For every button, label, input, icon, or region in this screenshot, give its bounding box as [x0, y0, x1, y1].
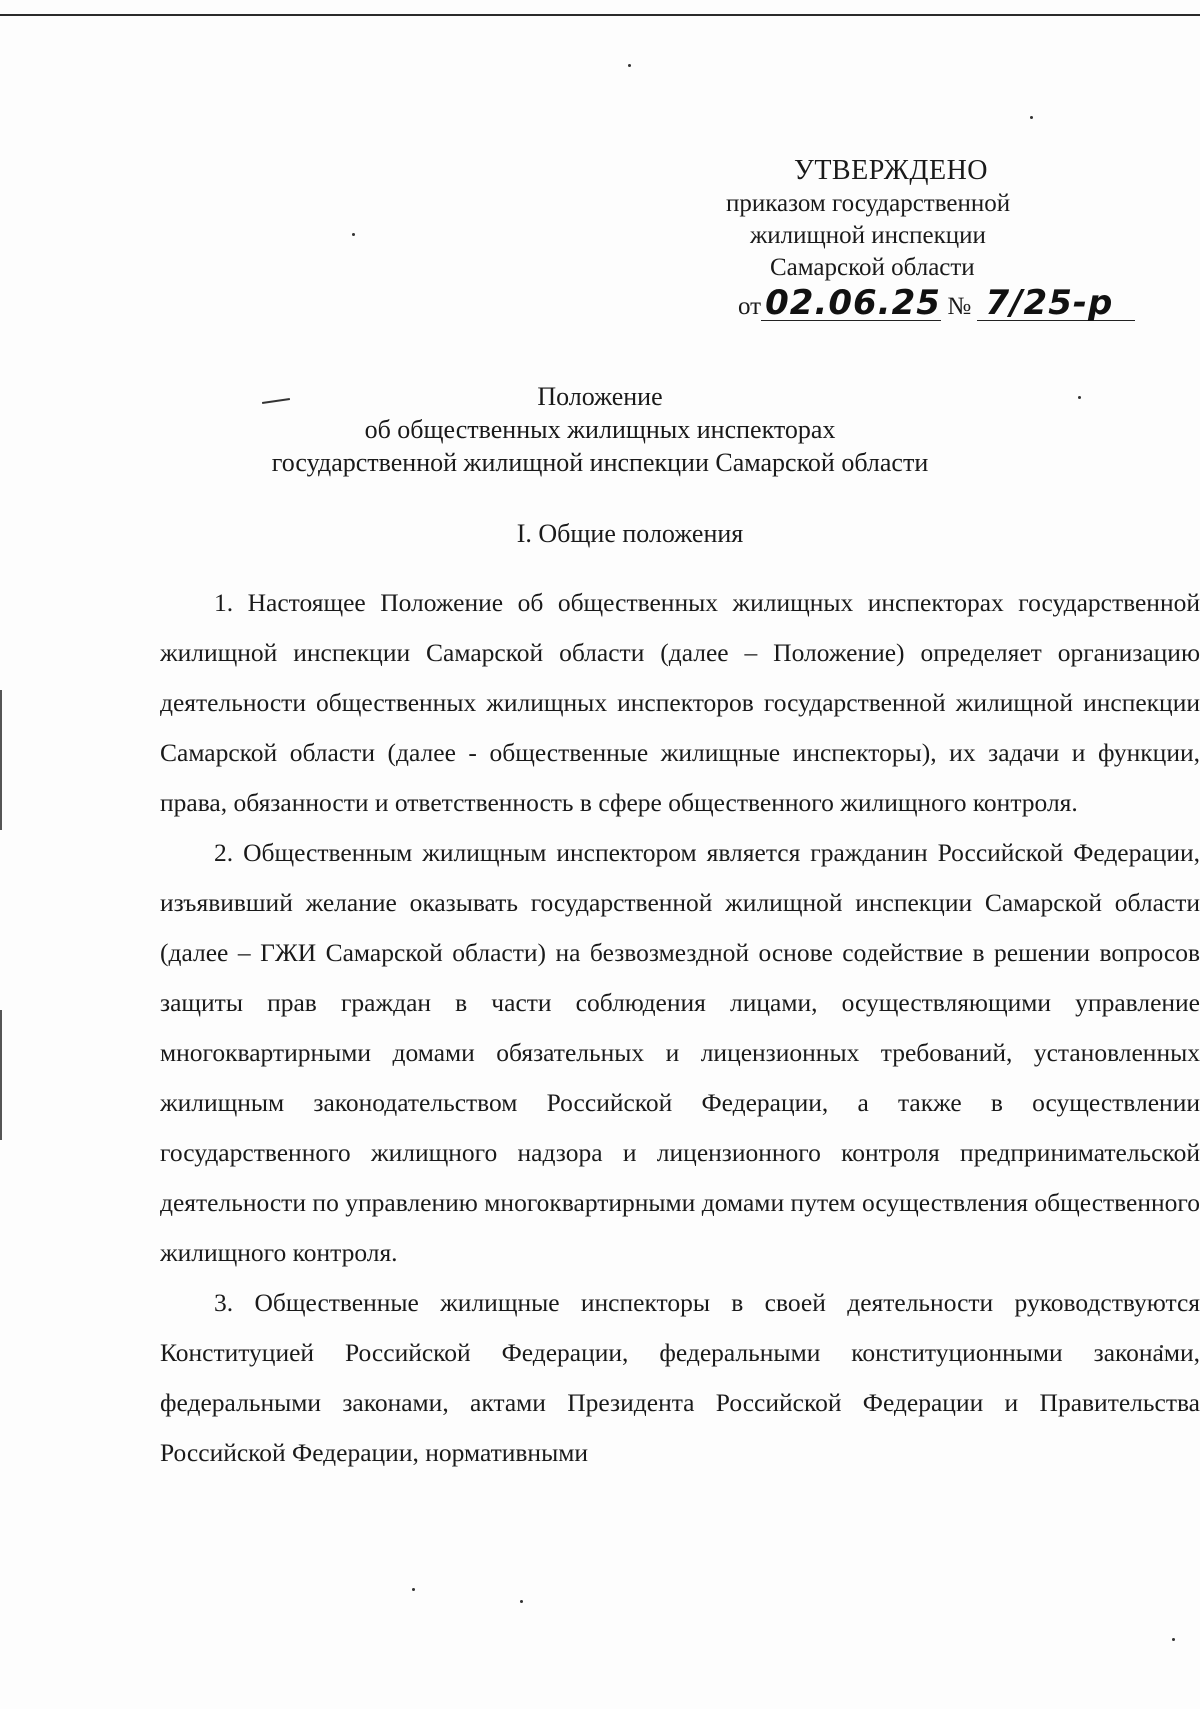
title-line: Положение	[537, 382, 663, 411]
paragraph: 3. Общественные жилищные инспекторы в своей деятельности руководствуются Конституцией Российской Федерации, федеральными конституционными законами, федеральными законами, актами Президента Российской Федерации и Правительства Российской Федерации, нормативными	[160, 1288, 1200, 1467]
scan-top-rule	[0, 14, 1200, 16]
approval-line: жилищной инспекции	[750, 222, 986, 249]
approval-order	[738, 283, 1135, 323]
paragraph: 1. Настоящее Положение об общественных жилищных инспекторах государственной жилищной инспекции Самарской области (далее – Положение) определяет организацию деятельности общественных жилищных инспекторов государственной жилищной инспекции Самарской области (далее - общественные жилищные инспекторы), их задачи и функции, права, обязанности и ответственность в сфере общественного жилищного контроля.	[160, 588, 1200, 817]
title-line: государственной жилищной инспекции Самарской области	[271, 448, 929, 477]
scan-speck	[1172, 1638, 1175, 1641]
scan-speck	[352, 233, 355, 236]
scan-speck	[1030, 116, 1033, 119]
scan-left-edge	[0, 690, 2, 830]
document-title	[0, 380, 1200, 479]
date-prefix: от	[738, 293, 762, 320]
handwritten-date: 02.06.25	[761, 286, 941, 321]
scan-speck	[520, 1600, 523, 1603]
scan-left-edge	[0, 1010, 2, 1140]
scan-speck	[628, 64, 631, 67]
handwritten-number: 7/25-р	[977, 286, 1135, 321]
scan-speck	[412, 1588, 415, 1591]
title-line: об общественных жилищных инспекторах	[364, 415, 836, 444]
approval-line: приказом государственной	[726, 190, 1011, 217]
paragraph: 2. Общественным жилищным инспектором является гражданин Российской Федерации, изъявивший желание оказывать государственной жилищной инспекции Самарской области (далее – ГЖИ Самарской области) на безвозмездной основе содействие в решении вопросов защиты прав граждан в части соблюдения лицами, осуществляющими управление многоквартирными домами обязательных и лицензионных требований, установленных жилищным законодательством Российской Федерации, а также в осуществлении государственного жилищного надзора и лицензионного контроля предпринимательской деятельности по управлению многоквартирными домами путем осуществления общественного жилищного контроля.	[160, 838, 1200, 1267]
number-prefix: №	[947, 293, 972, 320]
document-body	[160, 578, 1200, 1478]
approval-title: УТВЕРЖДЕНО	[794, 155, 989, 186]
approval-line: Самарской области	[770, 254, 975, 281]
section-heading: I. Общие положения	[516, 519, 744, 548]
